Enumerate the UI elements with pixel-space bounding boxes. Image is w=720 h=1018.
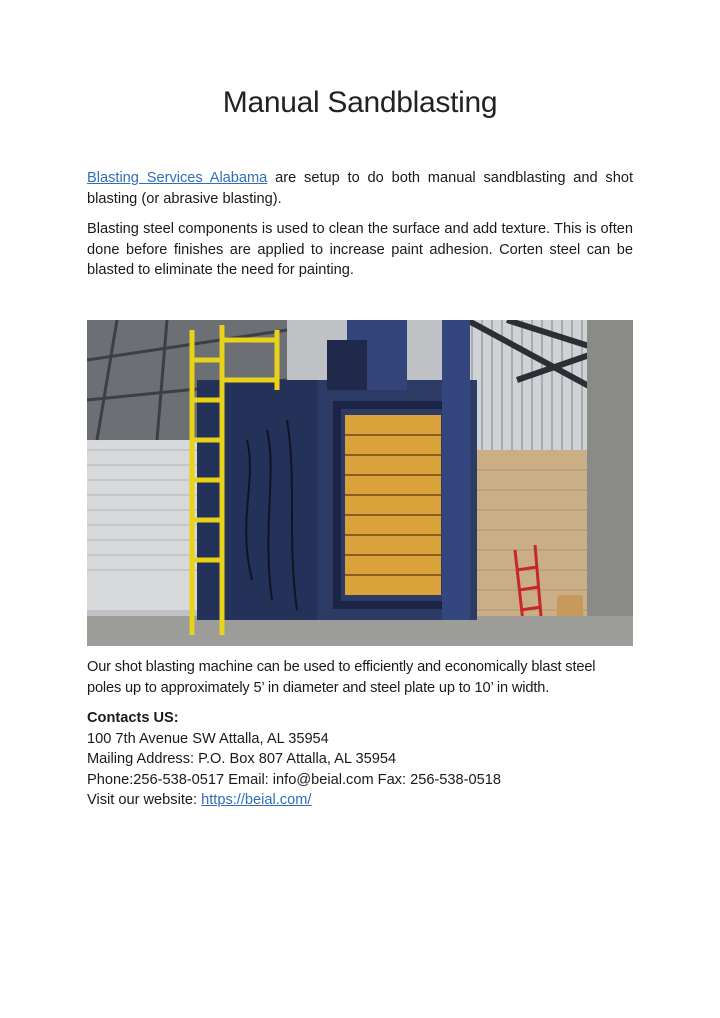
page-title: Manual Sandblasting <box>222 86 498 119</box>
street-address: 100 7th Avenue SW Attalla, AL 35954 <box>87 730 329 747</box>
mailing-address: Mailing Address: P.O. Box 807 Attalla, AL 35954 <box>87 751 397 768</box>
website-link[interactable]: https://beial.com/ <box>201 792 312 809</box>
intro-paragraph <box>87 168 633 209</box>
phone-email-fax: Phone:256-538-0517 Email: info@beial.com Fax: 256-538-0518 <box>87 771 501 788</box>
machine-capability-paragraph: Our shot blasting machine can be used to efficiently and economically blast steel poles up to approximately 5’ in diameter and steel plate up to 10’ in width. <box>87 659 596 696</box>
contacts-section <box>87 708 647 811</box>
website-prefix: Visit our website: <box>87 792 202 809</box>
website-line <box>87 790 647 811</box>
shot-blasting-machine-photo <box>87 320 633 646</box>
intro-text: are setup to do both manual sandblasting and shot blasting (or abrasive blasting). <box>87 170 634 207</box>
contacts-heading: Contacts US: <box>87 710 179 726</box>
blasting-description-paragraph: Blasting steel components is used to clean the surface and add texture. This is often done before finishes are applied to increase paint adhesion. Corten steel can be blasted to eliminate the need for painting. <box>87 221 633 279</box>
blasting-services-link[interactable]: Blasting Services Alabama <box>87 170 268 186</box>
